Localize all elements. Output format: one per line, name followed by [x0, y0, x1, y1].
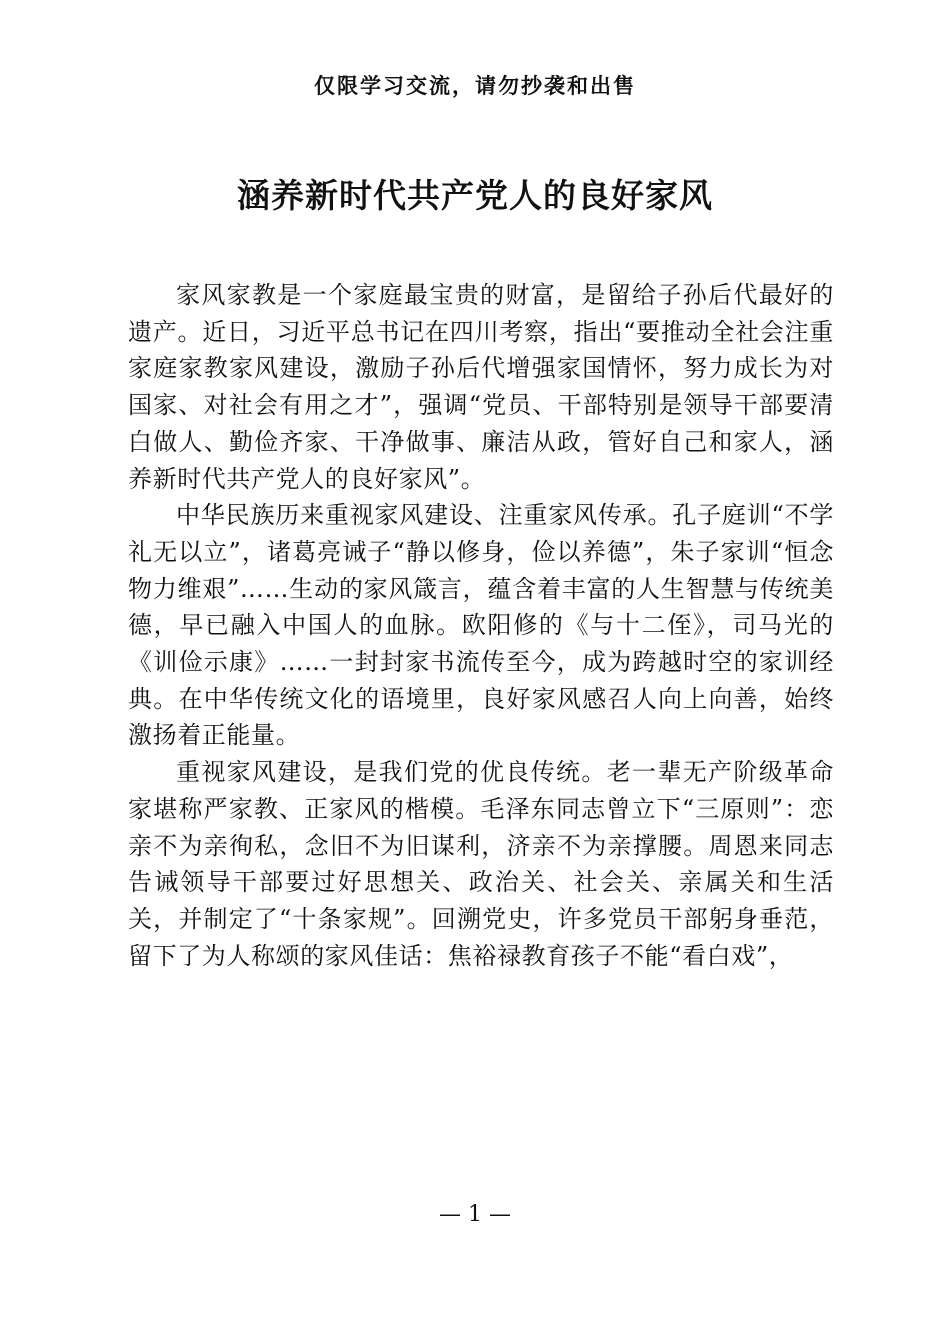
- document-body: [128, 277, 834, 974]
- header-note: 仅限学习交流，请勿抄袭和出售: [314, 73, 636, 98]
- document-title: 涵养新时代共产党人的良好家风: [237, 176, 713, 215]
- paragraph-3: 重视家风建设，是我们党的优良传统。老一辈无产阶级革命家堪称严家教、正家风的楷模。毛泽东同志曾立下“三原则”：恋亲不为亲徇私，念旧不为旧谋利，济亲不为亲撑腰。周恩来同志告诫领导干部要过好思想关、政治关、社会关、亲属关和生活关，并制定了“十条家规”。回溯党史，许多党员干部躬身垂范，留下了为人称颂的家风佳话：焦裕禄教育孩子不能“看白戏”，: [128, 758, 834, 970]
- paragraph-1: 家风家教是一个家庭最宝贵的财富，是留给子孙后代最好的遗产。近日，习近平总书记在四川考察，指出“要推动全社会注重家庭家教家风建设，激励子孙后代增强家国情怀，努力成长为对国家、对社会有用之才”，强调“党员、干部特别是领导干部要清白做人、勤俭齐家、干净做事、廉洁从政，管好自己和家人，涵养新时代共产党人的良好家风”。: [128, 281, 834, 493]
- paragraph-2: 中华民族历来重视家风建设、注重家风传承。孔子庭训“不学礼无以立”，诸葛亮诫子“静以修身，俭以养德”，朱子家训“恒念物力维艰”……生动的家风箴言，蕴含着丰富的人生智慧与传统美德，早已融入中国人的血脉。欧阳修的《与十二侄》，司马光的《训俭示康》……一封封家书流传至今，成为跨越时空的家训经典。在中华传统文化的语境里，良好家风感召人向上向善，始终激扬着正能量。: [128, 501, 834, 750]
- page-number: — 1 —: [439, 1202, 511, 1227]
